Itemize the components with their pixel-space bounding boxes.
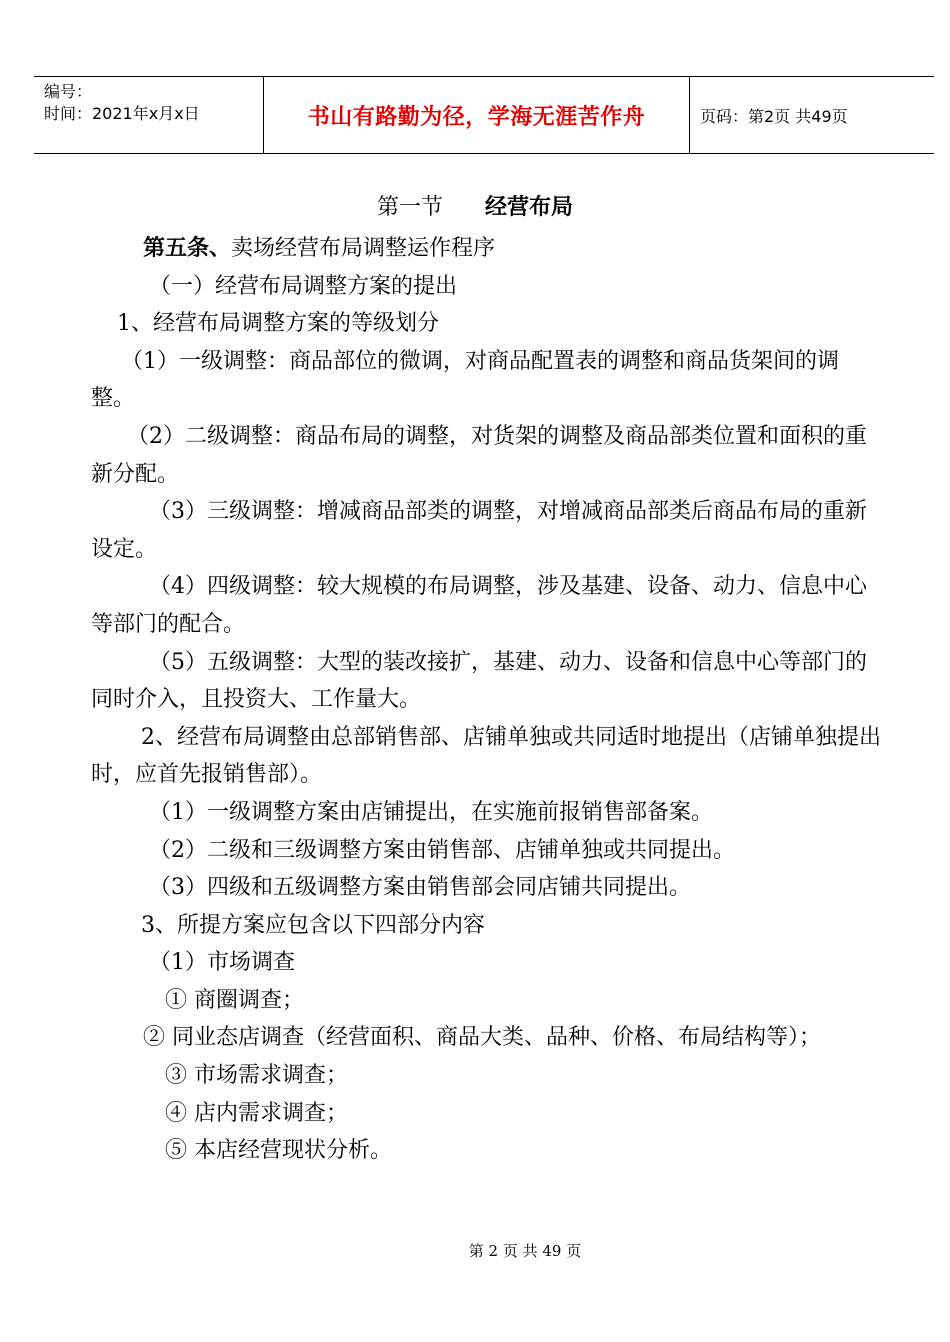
time-label: 时间：2021年x月x日: [44, 104, 200, 123]
paragraph: （1）市场调查: [149, 950, 295, 976]
paragraph: （2）二级调整：商品布局的调整，对货架的调整及商品部类位置和面积的重新分配。: [91, 423, 867, 487]
paragraph: （1）一级调整方案由店铺提出，在实施前报销售部备案。: [149, 799, 713, 825]
paragraph: 3、所提方案应包含以下四部分内容: [141, 912, 485, 938]
paragraph: 2、经营布局调整由总部销售部、店铺单独或共同适时地提出（店铺单独提出时，应首先报销售部）。: [91, 724, 881, 788]
paragraph: （2）二级和三级调整方案由销售部、店铺单独或共同提出。: [149, 837, 735, 863]
article-lead: 第五条、: [143, 236, 232, 261]
paragraph: ① 商圈调查；: [165, 987, 304, 1013]
paragraph: （1）一级调整：商品部位的微调，对商品配置表的调整和商品货架间的调整。: [91, 348, 839, 412]
header-page-info: 页码：第2页 共49页: [700, 106, 848, 126]
header-meta-cell: [34, 77, 264, 153]
paragraph: 1、经营布局调整方案的等级划分: [117, 311, 439, 337]
paragraph: （一）经营布局调整方案的提出: [149, 273, 458, 299]
paragraph: （4）四级调整：较大规模的布局调整，涉及基建、设备、动力、信息中心等部门的配合。: [91, 574, 867, 637]
paragraph: （3）三级调整：增减商品部类的调整，对增减商品部类后商品布局的重新设定。: [91, 499, 867, 562]
section-title: [0, 190, 950, 221]
article-title: 卖场经营布局调整运作程序: [231, 236, 496, 261]
page-footer: 第 2 页 共 49 页: [468, 1242, 582, 1260]
paragraph: ② 同业态店调查（经营面积、商品大类、品种、价格、布局结构等）；: [143, 1025, 821, 1051]
number-label: 编号：: [44, 82, 93, 101]
paragraph: （5）五级调整：大型的装改接扩，基建、动力、设备和信息中心等部门的同时介入，且投资大、工作量大。: [91, 649, 867, 713]
motto: 书山有路勤为径，学海无涯苦作舟: [264, 77, 690, 153]
document-body: [91, 230, 881, 1170]
paragraph: （3）四级和五级调整方案由销售部会同店铺共同提出。: [149, 875, 691, 901]
header-table: [34, 76, 934, 154]
section-label: 第一节: [376, 195, 443, 220]
article-heading: [91, 230, 881, 268]
paragraph: ④ 店内需求调查；: [165, 1100, 348, 1126]
paragraph: ③ 市场需求调查；: [165, 1063, 348, 1089]
paragraph: ⑤ 本店经营现状分析。: [165, 1138, 392, 1164]
section-name: 经营布局: [485, 195, 574, 220]
